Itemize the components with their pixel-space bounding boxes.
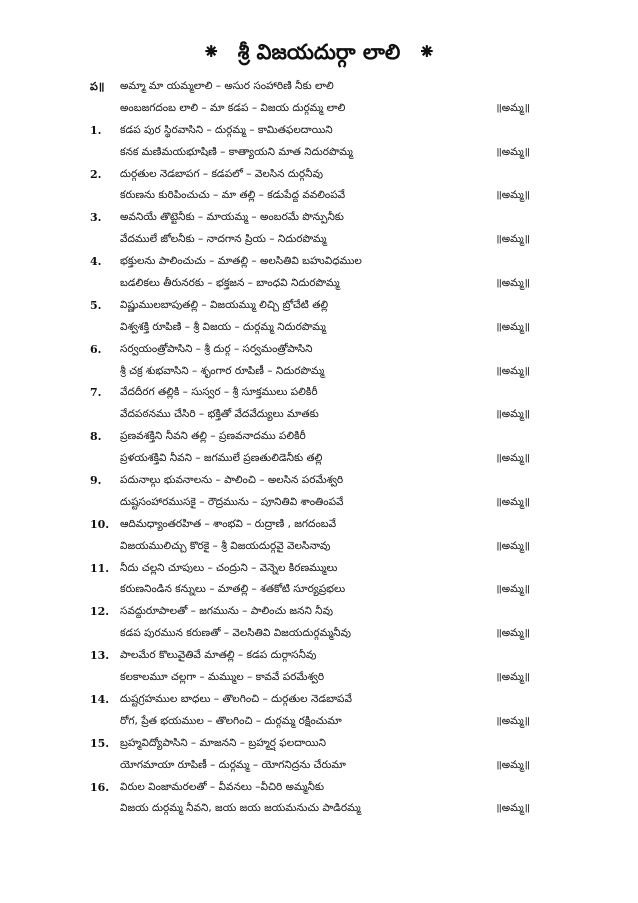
stanza-number: 12.: [90, 605, 110, 619]
title-text: శ్రీ విజయదుర్గా లాలి: [237, 40, 401, 64]
verse-text: విష్ణుములబాపుతల్లి – విజయమ్ము లిచ్చి బ్రోచేటి తల్లి: [120, 298, 329, 311]
stanza: [90, 251, 530, 295]
verse-line: [90, 251, 530, 273]
verse-text: శ్రీ చక్ర శుభవాసిని – శృంగార రూపిణీ – నిదురపొమ్మ: [120, 364, 325, 377]
verse-line: [90, 339, 530, 361]
verse-text: అమ్మా మా యమ్మలాలి – అసుర సంహారిణి నీకు లాలి: [120, 80, 334, 92]
refrain-label: ॥అమ్మ॥: [495, 452, 530, 465]
verse-line: [90, 470, 530, 492]
verse-line: [90, 733, 530, 755]
verse-line: [90, 798, 530, 820]
verse-line: [90, 601, 530, 623]
refrain-label: ॥అమ్మ॥: [495, 364, 530, 377]
verse-line: [90, 207, 530, 229]
verse-text: అవనియే తొట్టెనీకు – మాయమ్మ – అంబరమే పొన్పునీకు: [120, 211, 344, 224]
verse-text: విరుల వింజామరలతో – వీవనలు –వీచిరి అమ్మనీకు: [120, 780, 325, 793]
stanza-number: 11.: [90, 561, 110, 575]
stanza: [90, 601, 530, 645]
stanza: [90, 339, 530, 383]
verse-line: [90, 382, 530, 404]
verse-line: [90, 361, 530, 383]
verse-line: [90, 142, 530, 164]
stanza-number: 3.: [90, 211, 102, 225]
verse-line: [90, 295, 530, 317]
stanza: [90, 164, 530, 208]
stanza: [90, 76, 530, 120]
refrain-label: ॥అమ్మ॥: [495, 233, 530, 246]
refrain-label: ॥అమ్మ॥: [495, 583, 530, 596]
verse-line: [90, 426, 530, 448]
refrain-label: ॥అమ్మ॥: [495, 714, 530, 727]
verse-line: [90, 404, 530, 426]
stanza-number: 4.: [90, 255, 102, 269]
stanza: [90, 207, 530, 251]
verse-line: [90, 645, 530, 667]
refrain-label: ॥అమ్మ॥: [495, 627, 530, 640]
stanza-number: 14.: [90, 692, 110, 706]
verse-line: [90, 536, 530, 558]
verse-text: కడప పురమున కరుణతో – వెలసితివి విజయదుర్గమ్మనీవు: [120, 627, 352, 640]
verse-text: రోగ, ప్రేత భయముల – తొలగించి – దుర్గమ్మ రక్షించుమా: [120, 714, 342, 727]
refrain-label: ॥అమ్మ॥: [495, 408, 530, 421]
refrain-label: ॥అమ్మ॥: [495, 189, 530, 202]
verse-text: అంబజగదంబ లాలి – మా కడప – విజయ దుర్గమ్మ లాలి: [120, 101, 346, 114]
stanza-number: 2.: [90, 167, 102, 181]
stanza-number: 10.: [90, 517, 110, 531]
verse-line: [90, 98, 530, 120]
verse-text: భక్తులను పాలించుచు – మాతల్లి – అలసితివి బహువిధముల: [120, 255, 362, 268]
refrain-label: ॥అమ్మ॥: [495, 802, 530, 815]
verse-text: కరుణను కురిపించుచు – మా తల్లి – కడుపేద్ద వవలింపవే: [120, 189, 346, 202]
refrain-label: ॥అమ్మ॥: [495, 495, 530, 508]
verse-line: [90, 755, 530, 777]
verse-line: [90, 667, 530, 689]
asterisk-icon: ⁕: [201, 40, 221, 65]
verse-text: ప్రళయశక్తివి నీవని – జగములే ప్రణతులిడెనీకు తల్లి: [120, 452, 323, 465]
refrain-label: ॥అమ్మ॥: [495, 277, 530, 290]
verse-line: [90, 623, 530, 645]
refrain-label: ॥అమ్మ॥: [495, 320, 530, 333]
verse-text: కలకాలమూ చల్లగా – మమ్ముల – కావవే పరమేశ్వరి: [120, 671, 325, 684]
asterisk-icon: ⁕: [417, 40, 437, 65]
stanza: [90, 470, 530, 514]
stanza: [90, 733, 530, 777]
verse-text: యోగమాయా రూపిణీ – దుర్గమ్మ – యోగనిద్రను చేరుమా: [120, 758, 346, 771]
page-title: [0, 40, 638, 70]
verse-text: దుష్టసంహారముసకై – రౌద్రమును – పూనితివి శాంతింపవే: [120, 495, 344, 508]
verse-line: [90, 164, 530, 186]
stanza: [90, 645, 530, 689]
verse-text: కనక మణిమయభూషిణి – కాత్యాయని మాత నిదురపొమ్మ: [120, 145, 353, 158]
verse-line: [90, 229, 530, 251]
stanza-number: 5.: [90, 298, 102, 312]
verses: [90, 76, 530, 820]
verse-text: బ్రహ్మవిద్యోపాసిని – మాజనని – బ్రహ్మర్ష ఫలదాయిని: [120, 736, 326, 749]
stanza-number: 7.: [90, 386, 102, 400]
refrain-label: ॥అమ్మ॥: [495, 671, 530, 684]
verse-text: సర్వయంత్రోపాసిని – శ్రీ దుర్గ – సర్వమంత్రోపాసిని: [120, 342, 313, 355]
verse-line: [90, 558, 530, 580]
verse-line: [90, 777, 530, 799]
refrain-label: ॥అమ్మ॥: [495, 539, 530, 552]
stanza: [90, 777, 530, 821]
verse-line: [90, 273, 530, 295]
verse-line: [90, 76, 530, 98]
verse-text: పాలమేర కొలువైతివే మాతల్లి – కడప దుర్గాసనీవు: [120, 649, 317, 662]
verse-line: [90, 317, 530, 339]
verse-text: కడప పుర స్థిరవాసిని – దుర్గమ్మ – కామితఫలదాయిని: [120, 123, 333, 136]
refrain-label: ॥అమ్మ॥: [495, 758, 530, 771]
stanza-number: 16.: [90, 780, 110, 794]
verse-text: ప్రణవశక్తిని నీవని తల్లి – ప్రణవనాదము పలికిరీ: [120, 430, 306, 443]
verse-text: విజయములిచ్చు కొరకై – శ్రీ విజయదుర్గవై వెలసినావు: [120, 539, 331, 552]
stanza: [90, 514, 530, 558]
stanza-number: 6.: [90, 342, 102, 356]
verse-text: విజయ దుర్గమ్మ నీవని, జయ జయ జయమనుచు పాడిరమ్మ: [120, 802, 361, 815]
stanza-number: ప॥: [90, 80, 105, 93]
verse-text: పదునాల్గు భువనాలను – పాలించి – అలసిన పరమేశ్వరి: [120, 474, 344, 487]
verse-text: ఆదిమధ్యాంతరహిత – శాంభవి – రుద్రాణి , జగదంబవే: [120, 517, 337, 530]
verse-line: [90, 579, 530, 601]
verse-line: [90, 689, 530, 711]
verse-line: [90, 492, 530, 514]
stanza: [90, 689, 530, 733]
verse-text: నీదు చల్లని చూపులు – చంద్రుని – వెన్నెల కిరణమ్ములు: [120, 561, 338, 574]
stanza-number: 8.: [90, 430, 102, 444]
stanza-number: 13.: [90, 649, 110, 663]
verse-line: [90, 185, 530, 207]
stanza: [90, 426, 530, 470]
stanza-number: 1.: [90, 123, 102, 137]
verse-text: వేదదీరగ తల్లికి – సుస్వర – శ్రీ సూక్తములు పలికిరీ: [120, 386, 318, 399]
refrain-label: ॥అమ్మ॥: [495, 145, 530, 158]
stanza: [90, 295, 530, 339]
verse-text: సవద్దురూపాలతో – జగమును – పాలించు జనని నీవు: [120, 605, 334, 618]
verse-line: [90, 514, 530, 536]
verse-text: వేదపఠనము చేసిరి – భక్తితో వేదవేద్యులు మాతకు: [120, 408, 319, 421]
verse-text: కరుణనిండిన కన్నులు – మాతల్లి – శతకోటి సూర్యప్రభలు: [120, 583, 346, 596]
verse-line: [90, 448, 530, 470]
stanza: [90, 558, 530, 602]
verse-text: విశ్వశక్తి రూపిణి – శ్రీ విజయ – దుర్గమ్మ నిదురపొమ్మ: [120, 320, 326, 333]
verse-line: [90, 120, 530, 142]
verse-text: దుష్టగ్రహముల బాధలు – తొలగించి – దుర్గతుల నెడబాపవే: [120, 692, 352, 705]
verse-text: దుర్గతుల నెడబాపగ – కడపలో – వెలసిన దుర్గనీవు: [120, 167, 323, 180]
refrain-label: ॥అమ్మ॥: [495, 101, 530, 114]
verse-text: బడలికలు తీరునరకు – భక్తజన – బాంధవి నిదురపొమ్మ: [120, 277, 340, 290]
stanza: [90, 382, 530, 426]
stanza: [90, 120, 530, 164]
stanza-number: 15.: [90, 736, 110, 750]
verse-line: [90, 711, 530, 733]
verse-text: వేదములే జోలనీకు – నాదగాన ప్రియ – నిదురపొమ్మ: [120, 233, 327, 246]
stanza-number: 9.: [90, 474, 102, 488]
